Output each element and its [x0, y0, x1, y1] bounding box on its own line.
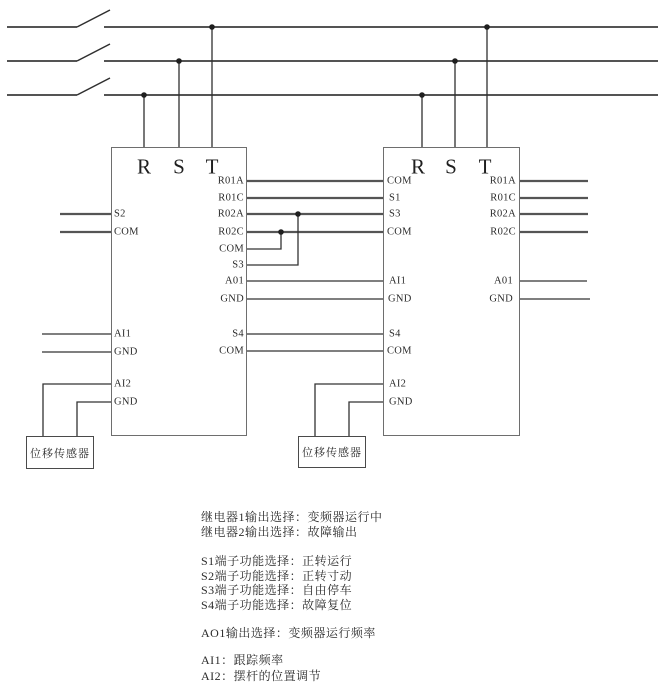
right-inverter-box	[383, 147, 520, 436]
terminal-label-r01c: R01C	[490, 192, 516, 204]
left-inverter-box	[111, 147, 247, 436]
terminal-label-r01c: R01C	[218, 192, 244, 204]
terminal-label-r02c: R02C	[218, 226, 244, 238]
terminal-label-a01: A01	[494, 275, 513, 287]
phase-drop-wires	[144, 27, 487, 147]
sensor-box-left	[26, 436, 94, 469]
terminal-label-r01a: R01A	[489, 175, 516, 187]
terminal-label-ai2: AI2	[114, 378, 132, 390]
terminal-label-com: COM	[387, 226, 412, 238]
terminal-label-r02a: R02A	[217, 208, 244, 220]
note-ai2-function: AI2：摆杆的位置调节	[201, 669, 322, 683]
terminal-label-s1: S1	[389, 192, 401, 204]
terminal-label-s4: S4	[232, 328, 244, 340]
right-output-stub-wires	[520, 181, 588, 232]
terminal-label-gnd: GND	[114, 346, 138, 358]
terminal-label-ai2: AI2	[389, 378, 407, 390]
terminal-label-s4: S4	[389, 328, 401, 340]
terminal-label-ai1: AI1	[389, 275, 407, 287]
three-phase-power-lines	[7, 27, 658, 95]
note-s3-function: S3端子功能选择：自由停车	[201, 583, 353, 597]
terminal-label-com: COM	[387, 345, 412, 357]
terminal-label-r01a: R01A	[217, 175, 244, 187]
note-ai1-function: AI1：跟踪频率	[201, 653, 284, 667]
terminal-label-ai1: AI1	[114, 328, 132, 340]
terminal-label-s3: S3	[389, 208, 401, 220]
terminal-label-a01: A01	[225, 275, 244, 287]
phase-terminal-r: R	[410, 154, 425, 179]
terminal-label-r02a: R02A	[489, 208, 516, 220]
terminal-label-com: COM	[114, 226, 139, 238]
knife-switch-icon	[77, 10, 110, 95]
terminal-label-s3: S3	[232, 259, 244, 271]
note-ao1-output: AO1输出选择：变频器运行频率	[201, 626, 376, 640]
sensor-box-right	[298, 436, 366, 468]
note-relay2-output: 继电器2输出选择：故障输出	[201, 525, 358, 539]
terminal-label-com: COM	[219, 243, 244, 255]
terminal-label-gnd: GND	[388, 293, 412, 305]
note-relay1-output: 继电器1输出选择：变频器运行中	[201, 510, 383, 524]
phase-terminal-t: T	[478, 154, 492, 179]
note-s1-function: S1端子功能选择：正转运行	[201, 554, 353, 568]
terminal-label-gnd: GND	[389, 396, 413, 408]
terminal-label-gnd: GND	[114, 396, 138, 408]
terminal-label-gnd: GND	[220, 293, 244, 305]
terminal-label-gnd: GND	[489, 293, 513, 305]
terminal-label-com: COM	[387, 175, 412, 187]
note-s2-function: S2端子功能选择：正转寸动	[201, 569, 353, 583]
phase-terminal-r: R	[136, 154, 151, 179]
phase-terminal-t: T	[205, 154, 219, 179]
terminal-label-com: COM	[219, 345, 244, 357]
terminal-label-r02c: R02C	[490, 226, 516, 238]
phase-terminal-s: S	[173, 154, 185, 179]
sensor-label: 位移传感器	[302, 447, 362, 459]
note-s4-function: S4端子功能选择：故障复位	[201, 598, 353, 612]
terminal-label-s2: S2	[114, 208, 126, 220]
sensor-label: 位移传感器	[30, 447, 90, 460]
phase-terminal-s: S	[445, 154, 457, 179]
